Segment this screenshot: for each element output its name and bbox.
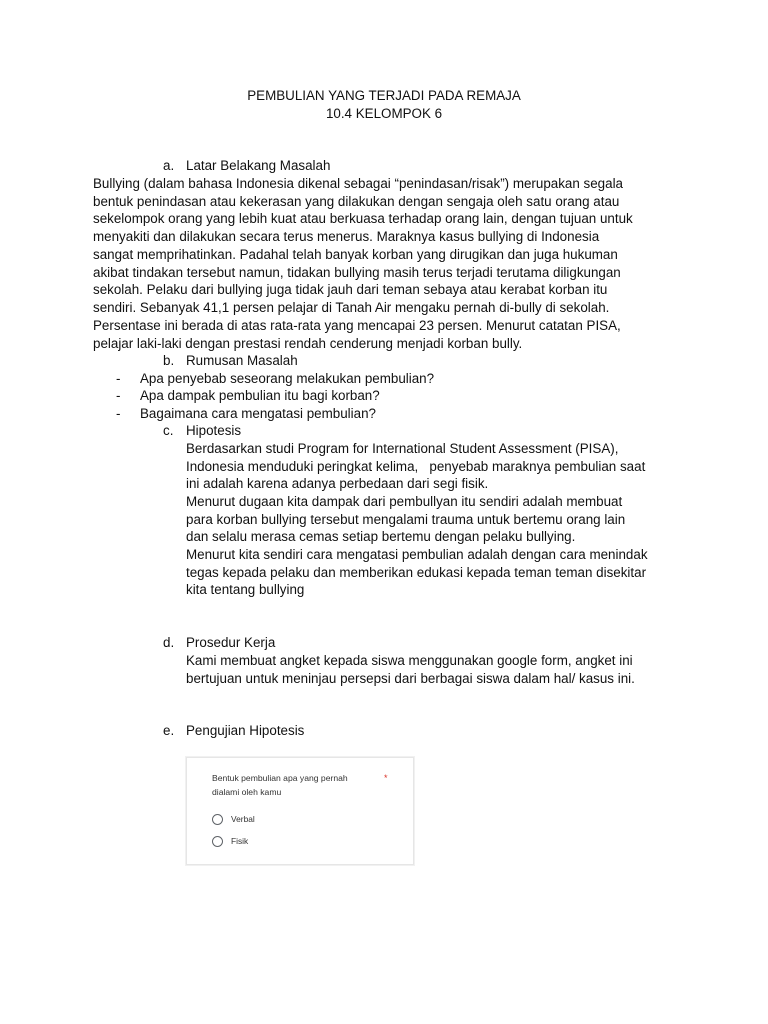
- radio-circle-icon: [212, 814, 223, 825]
- document-subtitle: 10.4 KELOMPOK 6: [325, 106, 443, 121]
- section-a-line: sangat memprihatinkan. Padahal telah banyak korban yang dirugikan dan juga hukuman: [93, 247, 618, 262]
- radio-option-label: Verbal: [231, 814, 255, 824]
- section-a-line: Persentase ini berada di atas rata-rata yang mencapai 23 persen. Menurut catatan PISA,: [93, 318, 621, 333]
- section-a-line: menyakiti dan dilakukan secara terus menerus. Maraknya kasus bullying di Indonesia: [93, 229, 600, 244]
- required-mark: *: [384, 773, 388, 783]
- section-c-line: para korban bullying tersebut mengalami trauma untuk bertemu orang lain: [186, 512, 626, 527]
- section-d-line: Kami membuat angket kepada siswa menggunakan google form, angket ini: [186, 653, 633, 668]
- radio-circle-icon: [212, 836, 223, 847]
- section-c-line: dan selalu merasa cemas setiap bertemu dengan pelaku bullying.: [186, 529, 576, 544]
- section-a-line: sendiri. Sebanyak 41,1 persen pelajar di Tanah Air mengaku pernah di-bully di sekolah.: [93, 300, 610, 315]
- section-d-letter: d.: [163, 635, 175, 650]
- section-c-line: Berdasarkan studi Program for International Student Assessment (PISA),: [186, 441, 619, 456]
- bullet-item: Apa dampak pembulian itu bagi korban?: [140, 388, 380, 403]
- section-d-line: bertujuan untuk meninjau persepsi dari berbagai siswa dalam hal/ kasus ini.: [186, 671, 635, 686]
- section-c-line: kita tentang bullying: [186, 582, 305, 597]
- form-question-line: Bentuk pembulian apa yang pernah: [212, 773, 348, 783]
- form-question-card: [186, 757, 414, 865]
- section-e-heading: Pengujian Hipotesis: [186, 723, 305, 738]
- document-title: PEMBULIAN YANG TERJADI PADA REMAJA: [247, 88, 521, 103]
- bullet-marker: -: [116, 388, 121, 403]
- section-a-letter: a.: [163, 158, 175, 173]
- radio-option-label: Fisik: [231, 836, 249, 846]
- section-a-line: bentuk penindasan atau kekerasan yang dilakukan dengan sengaja oleh satu orang atau: [93, 194, 620, 209]
- section-d-heading: Prosedur Kerja: [186, 635, 276, 650]
- section-b-heading: Rumusan Masalah: [186, 353, 298, 368]
- section-b-letter: b.: [163, 353, 175, 368]
- section-c-heading: Hipotesis: [186, 423, 242, 438]
- section-a-line: pelajar laki-laki dengan prestasi rendah cenderung menjadi korban bully.: [93, 336, 523, 351]
- section-a-heading: Latar Belakang Masalah: [186, 158, 331, 173]
- section-c-letter: c.: [163, 423, 174, 438]
- bullet-item: Bagaimana cara mengatasi pembulian?: [140, 406, 376, 421]
- form-question-line: dialami oleh kamu: [212, 787, 282, 797]
- section-a-line: Bullying (dalam bahasa Indonesia dikenal sebagai “penindasan/risak”) merupakan segala: [93, 176, 624, 191]
- bullet-marker: -: [116, 406, 121, 421]
- section-c-line: Indonesia menduduki peringkat kelima, penyebab maraknya pembulian saat: [186, 459, 646, 474]
- section-a-line: akibat tindakan tersebut namun, tidakan bullying masih terus terjadi terutama diligkungan: [93, 265, 621, 280]
- section-c-line: Menurut kita sendiri cara mengatasi pembulian adalah dengan cara menindak: [186, 547, 648, 562]
- bullet-marker: -: [116, 371, 121, 386]
- section-c-line: tegas kepada pelaku dan memberikan edukasi kepada teman teman disekitar: [186, 565, 647, 580]
- section-e-letter: e.: [163, 723, 175, 738]
- section-c-line: Menurut dugaan kita dampak dari pembullyan itu sendiri adalah membuat: [186, 494, 623, 509]
- section-c-line: ini adalah karena adanya perbedaan dari segi fisik.: [186, 476, 489, 491]
- bullet-item: Apa penyebab seseorang melakukan pembulian?: [140, 371, 435, 386]
- section-a-line: sekolah. Pelaku dari bullying juga tidak jauh dari teman sebaya atau kerabat korban itu: [93, 282, 608, 297]
- section-a-line: sekelompok orang yang lebih kuat atau berkuasa terhadap orang lain, dengan tujuan untuk: [93, 211, 633, 226]
